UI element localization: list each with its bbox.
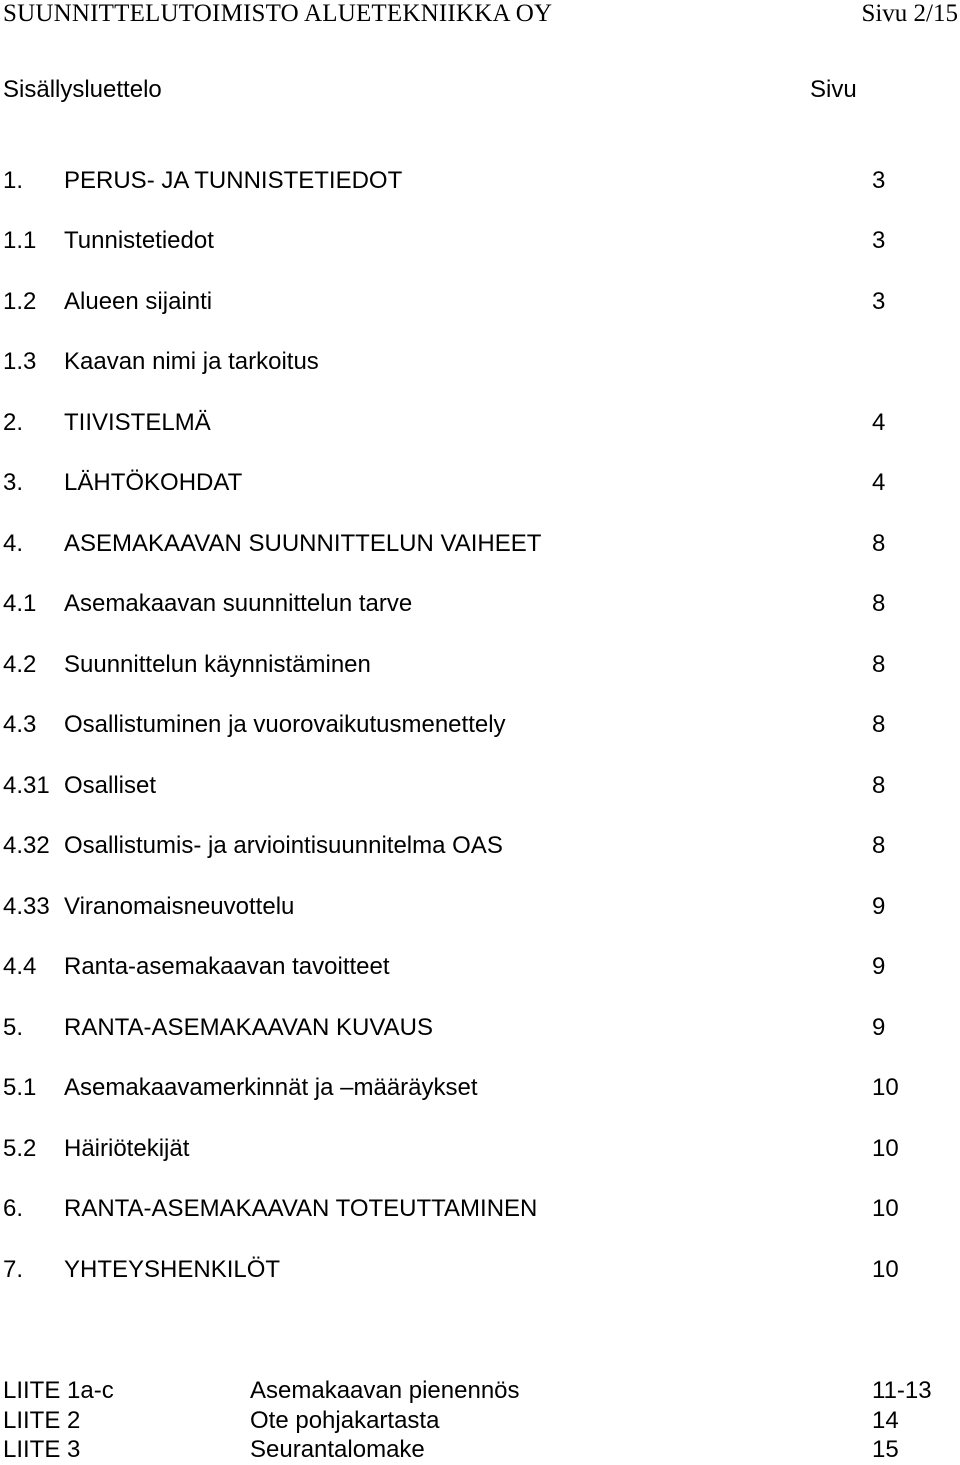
toc-entry-number: 6.: [3, 1195, 24, 1222]
company-name: SUUNNITTELUTOIMISTO ALUETEKNIIKKA OY: [3, 0, 553, 27]
toc-entry-label: LÄHTÖKOHDAT: [64, 469, 243, 496]
toc-entry: [0, 710, 960, 740]
toc-entry-page: 9: [872, 1014, 886, 1041]
toc-entry-page: 9: [872, 953, 886, 980]
toc-entry: [0, 1194, 960, 1224]
toc-entry-number: 1.: [3, 167, 24, 194]
toc-entry: [0, 831, 960, 861]
toc-entry-page: 8: [872, 832, 886, 859]
toc-entry: [0, 1134, 960, 1164]
toc-entry-number: 5.2: [3, 1135, 37, 1162]
toc-entry-label: Viranomaisneuvottelu: [64, 893, 295, 920]
toc-entry-label: YHTEYSHENKILÖT: [64, 1256, 281, 1283]
toc-entry-number: 2.: [3, 409, 24, 436]
toc-entry-label: PERUS- JA TUNNISTETIEDOT: [64, 167, 403, 194]
toc-entry-page: 8: [872, 772, 886, 799]
toc-entry-label: Asemakaavamerkinnät ja –määräykset: [64, 1074, 478, 1101]
toc-entry-page: 4: [872, 409, 886, 436]
appendix-page: 15: [872, 1436, 899, 1463]
toc-entry-number: 1.2: [3, 288, 37, 315]
toc-entry-label: Asemakaavan suunnittelun tarve: [64, 590, 413, 617]
appendix-label: Ote pohjakartasta: [250, 1407, 440, 1434]
toc-entry-page: 4: [872, 469, 886, 496]
toc-entry-number: 4.32: [3, 832, 50, 859]
toc-entry-number: 4.3: [3, 711, 37, 738]
toc-entry-number: 4.31: [3, 772, 50, 799]
toc-entry-label: Alueen sijainti: [64, 288, 213, 315]
toc-entry: [0, 408, 960, 438]
appendix-label: Asemakaavan pienennös: [250, 1377, 520, 1404]
toc-entry-number: 1.1: [3, 227, 37, 254]
toc-entry-page: 10: [872, 1256, 899, 1283]
toc-entry-page: 8: [872, 711, 886, 738]
toc-entry-page: 3: [872, 227, 886, 254]
appendix-entry: [0, 1406, 960, 1436]
toc-entry: [0, 226, 960, 256]
appendix-entry: [0, 1435, 960, 1465]
toc-entry: [0, 589, 960, 619]
toc-entry: [0, 1013, 960, 1043]
toc-entry-label: Tunnistetiedot: [64, 227, 214, 254]
toc-entry-label: Osallistuminen ja vuorovaikutusmenettely: [64, 711, 506, 738]
toc-entry-label: Kaavan nimi ja tarkoitus: [64, 348, 319, 375]
toc-entry-label: Osallistumis- ja arviointisuunnitelma OAS: [64, 832, 503, 859]
appendix-page: 14: [872, 1407, 899, 1434]
page-indicator: Sivu 2/15: [861, 0, 958, 27]
toc-entry-page: 3: [872, 167, 886, 194]
toc-entry-number: 4.33: [3, 893, 50, 920]
toc-entry: [0, 347, 960, 377]
toc-entry-number: 3.: [3, 469, 24, 496]
toc-entry-number: 4.1: [3, 590, 37, 617]
toc-entry: [0, 468, 960, 498]
toc-title: Sisällysluettelo: [3, 76, 162, 103]
appendix-label: Seurantalomake: [250, 1436, 425, 1463]
toc-entry: [0, 529, 960, 559]
toc-entry-number: 5.: [3, 1014, 24, 1041]
toc-entry-label: TIIVISTELMÄ: [64, 409, 211, 436]
toc-entry-page: 10: [872, 1074, 899, 1101]
toc-entry-number: 5.1: [3, 1074, 37, 1101]
appendix-code: LIITE 3: [3, 1436, 81, 1463]
appendix-code: LIITE 2: [3, 1407, 81, 1434]
toc-entry-label: ASEMAKAAVAN SUUNNITTELUN VAIHEET: [64, 530, 542, 557]
toc-entry-page: 3: [872, 288, 886, 315]
toc-entry-number: 4.: [3, 530, 24, 557]
toc-entry: [0, 650, 960, 680]
toc-entry-label: Osalliset: [64, 772, 157, 799]
toc-entry: [0, 166, 960, 196]
toc-entry-label: Ranta-asemakaavan tavoitteet: [64, 953, 390, 980]
toc-entry: [0, 892, 960, 922]
toc-entry-page: 8: [872, 651, 886, 678]
toc-entry-number: 7.: [3, 1256, 24, 1283]
toc-entry-label: RANTA-ASEMAKAAVAN KUVAUS: [64, 1014, 433, 1041]
toc-entry-label: Suunnittelun käynnistäminen: [64, 651, 371, 678]
toc-entry-number: 4.4: [3, 953, 37, 980]
toc-entry: [0, 1255, 960, 1285]
toc-entry-page: 8: [872, 590, 886, 617]
toc-entry: [0, 771, 960, 801]
toc-entry-page: 8: [872, 530, 886, 557]
toc-entry-number: 4.2: [3, 651, 37, 678]
toc-entry-page: 9: [872, 893, 886, 920]
toc-entry: [0, 287, 960, 317]
toc-entry-page: 10: [872, 1195, 899, 1222]
toc-entry: [0, 1073, 960, 1103]
toc-entry-page: 10: [872, 1135, 899, 1162]
appendix-entry: [0, 1376, 960, 1406]
appendix-page: 11-13: [872, 1377, 932, 1404]
toc-entry-label: Häiriötekijät: [64, 1135, 190, 1162]
toc-page-column-heading: Sivu: [810, 76, 857, 103]
appendix-code: LIITE 1a-c: [3, 1377, 114, 1404]
toc-entry-number: 1.3: [3, 348, 37, 375]
toc-entry-label: RANTA-ASEMAKAAVAN TOTEUTTAMINEN: [64, 1195, 538, 1222]
toc-entry: [0, 952, 960, 982]
